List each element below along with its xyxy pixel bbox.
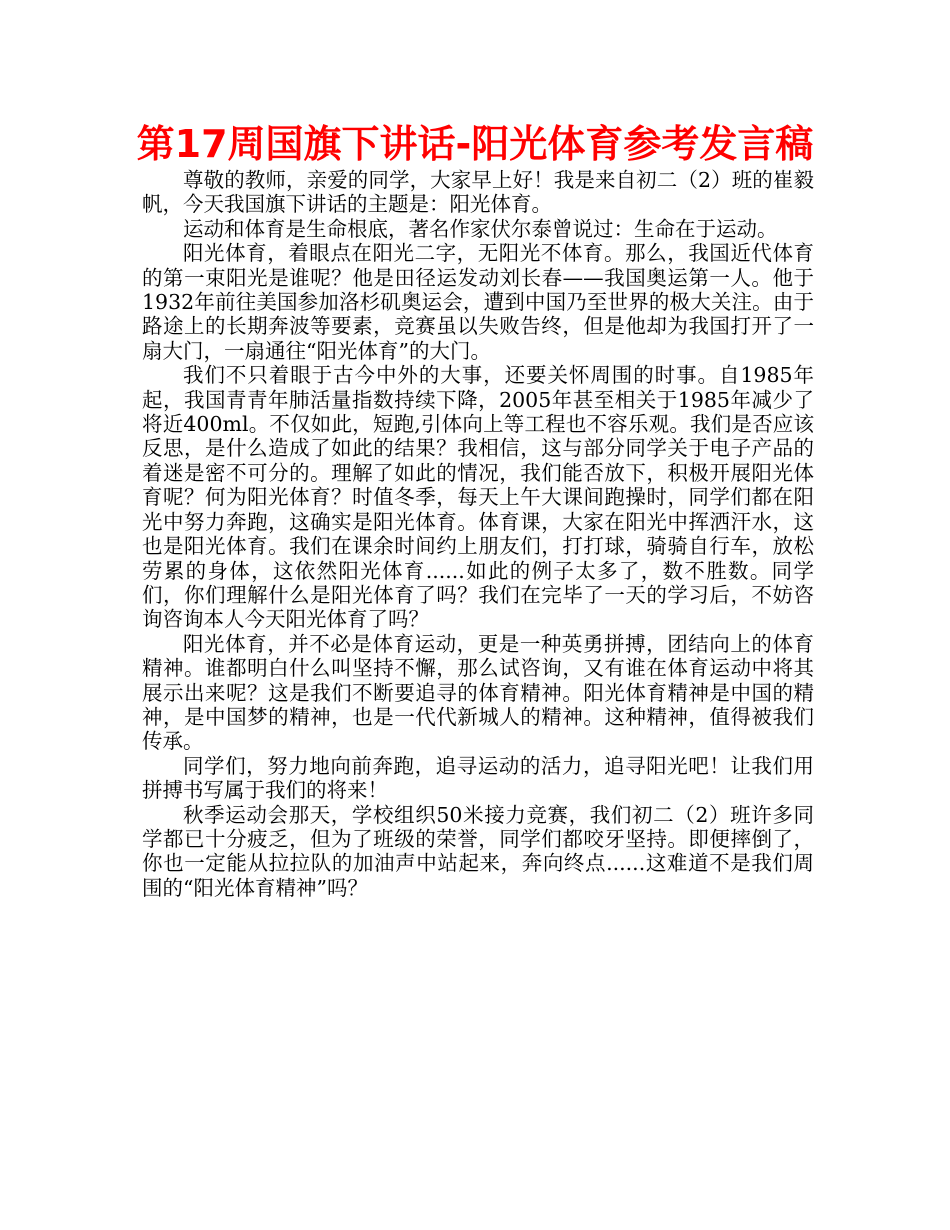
paragraph: 我们不只着眼于古今中外的大事，还要关怀周围的时事。自1985年起，我国青青年肺活量指数持续下降，2005年甚至相关于1985年减少了将近400ml。不仅如此，短跑,引体向上等工程也不容乐观。我们是否应该反思，是什么造成了如此的结果？我相信，这与部分同学关于电子产品的着迷是密不可分的。理解了如此的情况，我们能否放下，积极开展阳光体育呢？何为阳光体育？时值冬季，每天上午大课间跑操时，同学们都在阳光中努力奔跑，这确实是阳光体育。体育课，大家在阳光中挥洒汗水，这也是阳光体育。我们在课余时间约上朋友们，打打球，骑骑自行车，放松劳累的身体，这依然阳光体育......如此的例子太多了，数不胜数。同学们，你们理解什么是阳光体育了吗？我们在完毕了一天的学习后，不妨咨询咨询本人今天阳光体育了吗？ (142, 363, 814, 632)
paragraph: 阳光体育，并不必是体育运动，更是一种英勇拼搏，团结向上的体育精神。谁都明白什么叫坚持不懈，那么试咨询，又有谁在体育运动中将其展示出来呢？这是我们不断要追寻的体育精神。阳光体育精神是中国的精神，是中国梦的精神，也是一代代新城人的精神。这种精神，值得被我们传承。 (142, 631, 814, 754)
paragraph: 秋季运动会那天，学校组织50米接力竞赛，我们初二（2）班许多同学都已十分疲乏，但为了班级的荣誉，同学们都咬牙坚持。即便摔倒了，你也一定能从拉拉队的加油声中站起来，奔向终点......这难道不是我们周围的“阳光体育精神”吗？ (142, 802, 814, 900)
paragraph: 同学们，努力地向前奔跑，追寻运动的活力，追寻阳光吧！让我们用拼搏书写属于我们的将来！ (142, 753, 814, 803)
paragraph: 阳光体育，着眼点在阳光二字，无阳光不体育。那么，我国近代体育的第一束阳光是谁呢？他是田径运发动刘长春——我国奥运第一人。他于1932年前往美国参加洛杉矶奥运会，遭到中国乃至世界的极大关注。由于路途上的长期奔波等要素，竞赛虽以失败告终，但是他却为我国打开了一扇大门，一扇通往“阳光体育”的大门。 (142, 241, 814, 363)
document-body (142, 168, 814, 900)
paragraph: 运动和体育是生命根底，著名作家伏尔泰曾说过：生命在于运动。 (183, 216, 778, 241)
document-title: 第17周国旗下讲话-阳光体育参考发言稿 (136, 122, 814, 166)
paragraph: 尊敬的教师，亲爱的同学，大家早上好！我是来自初二（2）班的崔毅帆，今天我国旗下讲话的主题是：阳光体育。 (142, 168, 814, 217)
